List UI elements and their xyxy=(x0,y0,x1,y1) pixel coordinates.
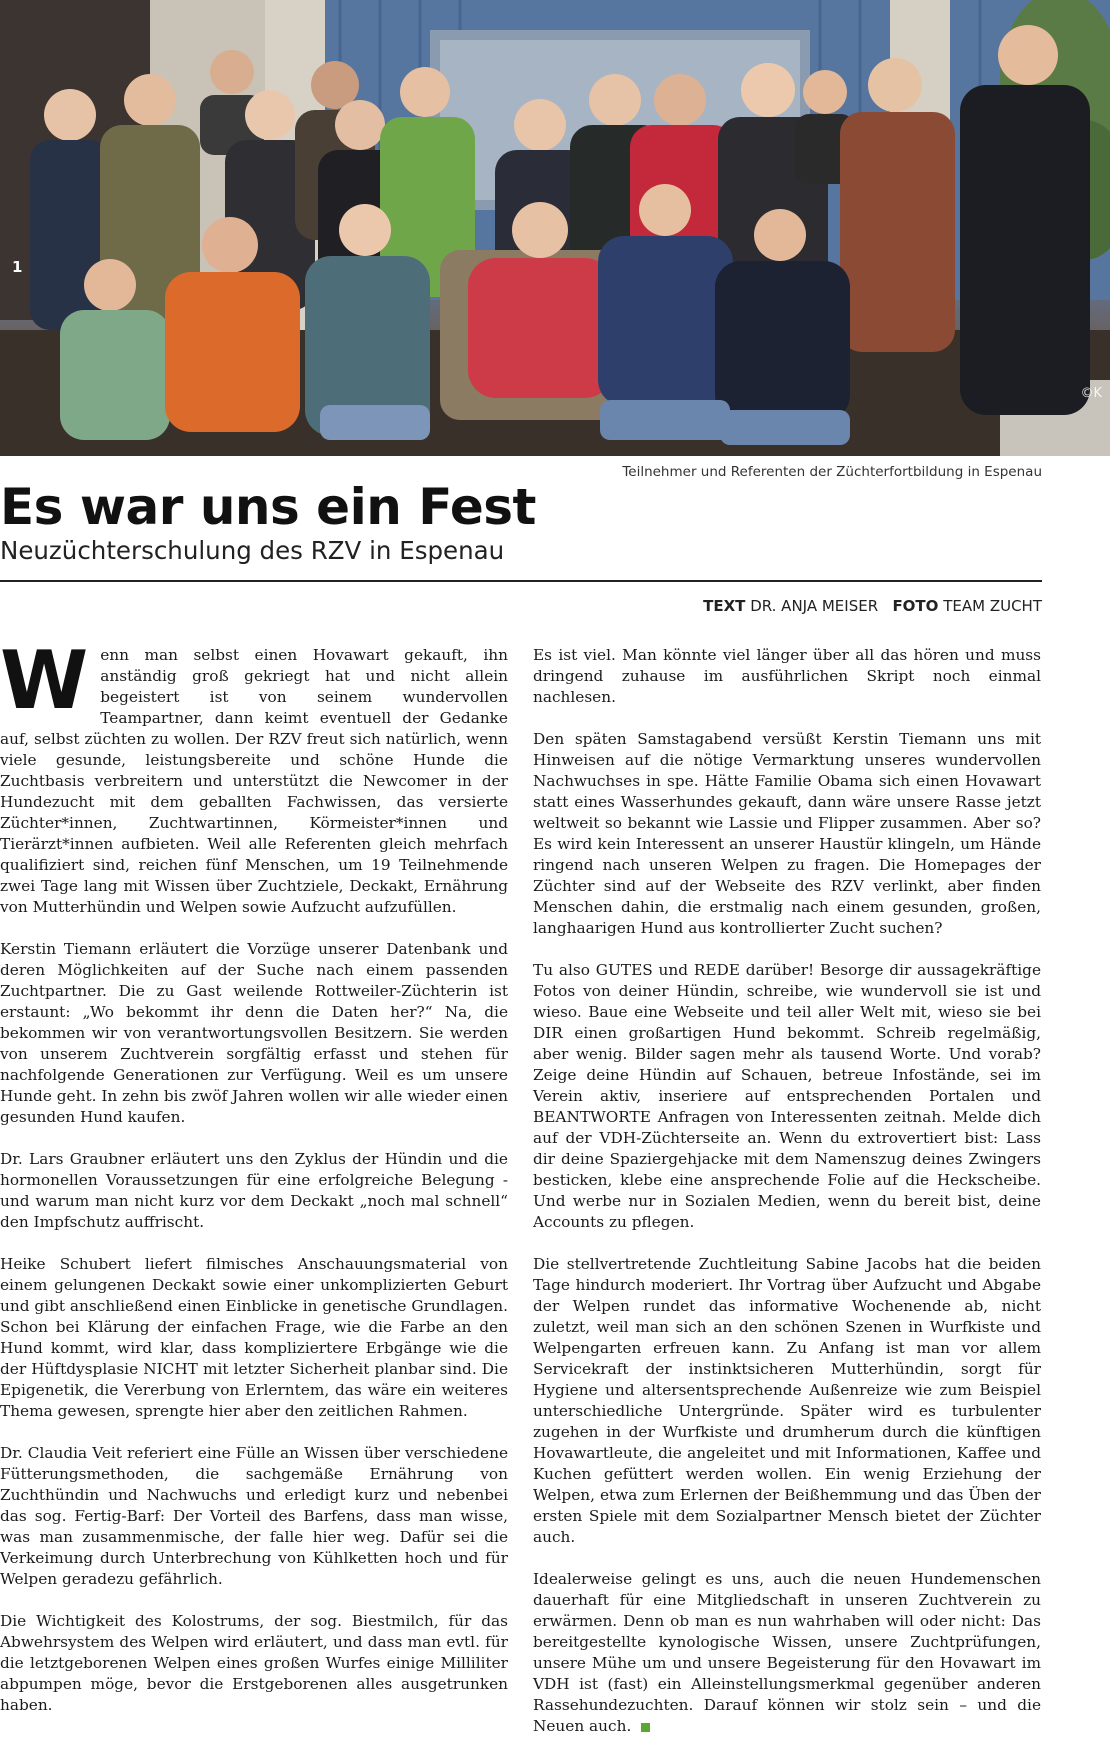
paragraph: Es ist viel. Man könnte viel länger über all das hören und muss dringend zuhause im ausführlichen Skript noch einmal nachlesen. xyxy=(533,646,1041,706)
byline-photo-label: FOTO xyxy=(892,597,939,615)
paragraph: Heike Schubert liefert filmisches Anschauungsmaterial von einem gelungenen Deckakt sowie einer unkomplizierten Geburt und gibt anschließend einen Einblicke in genetische Grundlagen. Schon bei Klärung der einfachen Frage, wie die Farbe an den Hund kommt, wird klar, dass kompliziertere Erbgänge wie die der Hüftdysplasie NICHT mit letzter Sicherheit planbar sind. Die Epigenetik, die Vererbung von Erlerntem, das wäre ein weiteres Thema gewesen, sprengte hier aber den zeitlichen Rahmen. xyxy=(0,1255,508,1420)
article-title: Es war uns ein Fest xyxy=(0,478,536,536)
photo-credit: ©K xyxy=(1080,386,1102,401)
header-divider xyxy=(0,580,1042,582)
end-mark-icon xyxy=(641,1723,650,1732)
paragraph: Wenn man selbst einen Hovawart gekauft, ihn anständig groß gekriegt hat und nicht allein begeistert ist von seinem wundervollen Teampartner, dann keimt eventuell der Gedanke auf, selbst züchten zu wollen. Der RZV freut sich natürlich, wenn viele gesunde, leistungsbereite und schöne Hunde die Zuchtbasis verbreitern und unterstützt die Newcomer in der Hundezucht mit dem geballten Fachwissen, das versierte Züchter*innen, Zuchtwartinnen, Körmeister*innen und Tierärzt*innen aufbieten. Weil alle Referenten gleich mehrfach qualifiziert sind, reichen fünf Menschen, um 19 Teilnehmende zwei Tage lang mit Wissen über Zuchtziele, Deckakt, Ernährung von Mutterhündin und Welpen sowie Aufzucht aufzufüllen. xyxy=(0,634,508,916)
group-photo-illustration xyxy=(0,0,1110,456)
paragraph: Die stellvertretende Zuchtleitung Sabine Jacobs hat die beiden Tage hindurch moderiert. Ihr Vortrag über Aufzucht und Abgabe der Welpen rundet das informative Wochenende ab, nicht zuletzt, weil man sich an den schönen Szenen in Wurfkiste und Welpengarten erfreuen kann. Zu Anfang ist man vor allem Servicekraft der instinktsicheren Mutterhündin, sorgt für Hygiene und altersentsprechende Außenreize wie zum Beispiel unterschiedliche Untergründe. Später wird es turbulenter zugehen in der Wurfkiste und drumherum durch die künftigen Hovawartleute, die angeleitet und mit Informationen, Kaffee und Kuchen gefüttert werden wollen. Ein wenig Erziehung der Welpen, etwa zum Erlernen der Beißhemmung und das Üben der ersten Spiele mit dem Sozialpartner Mensch bietet der Züchter auch. xyxy=(533,1255,1041,1546)
dropcap: W xyxy=(0,634,89,727)
paragraph: Dr. Lars Graubner erläutert uns den Zyklus der Hündin und die hormonellen Voraussetzungen für eine erfolgreiche Belegung - und warum man nicht kurz vor dem Deckakt „noch mal schnell“ den Impfschutz auffrischt. xyxy=(0,1150,508,1231)
article-column-right xyxy=(533,645,1041,1758)
paragraph: Den späten Samstagabend versüßt Kerstin Tiemann uns mit Hinweisen auf die nötige Vermarktung unseres wundervollen Nachwuchses in spe. Hätte Familie Obama sich einen Hovawart statt eines Wasserhundes gekauft, dann wäre unsere Rasse jetzt weltweit so bekannt wie Lassie und Flipper zusammen. Aber so? Es wird kein Interessent an unserer Haustür klingeln, um Hände ringend nach unseren Welpen zu fragen. Die Homepages der Züchter sind auf der Webseite des RZV verlinkt, aber finden Menschen dahin, die erstmalig nach einem gesunden, großen, langhaarigen Hund aus kontrollierter Zucht suchen? xyxy=(533,730,1041,937)
paragraph: Idealerweise gelingt es uns, auch die neuen Hundemenschen dauerhaft für eine Mitgliedschaft in unseren Zuchtverein zu erwärmen. Denn ob man es nun wahrhaben will oder nicht: Das bereitgestellte kynologische Wissen, unsere Zuchtprüfungen, unsere Mühe um und unsere Begeisterung für den Hovawart im VDH ist (fast) ein Alleinstellungsmerkmal gegenüber anderen Rassehundezuchten. Darauf können wir stolz sein – und die Neuen auch. xyxy=(533,1570,1041,1735)
photo-number: 1 xyxy=(12,258,23,276)
article-column-left xyxy=(0,634,508,1737)
group-photo xyxy=(0,0,1110,456)
byline xyxy=(703,597,1042,615)
byline-text-label: TEXT xyxy=(703,597,746,615)
byline-text-author: DR. ANJA MEISER xyxy=(750,597,879,615)
article-subtitle: Neuzüchterschulung des RZV in Espenau xyxy=(0,536,505,565)
paragraph: Tu also GUTES und REDE darüber! Besorge dir aussagekräftige Fotos von deiner Hündin, schreibe, wie wundervoll sie ist und wieso. Baue eine Webseite und teil aller Welt mit, wieso sie bei DIR einen großartigen Hund bekommt. Schreib regelmäßig, aber wenig. Bilder sagen mehr als tausend Worte. Und vorab? Zeige deine Hündin auf Schauen, betreue Infostände, sei im Verein aktiv, inseriere auf entsprechenden Portalen und BEANTWORTE Anfragen von Interessenten zeitnah. Melde dich auf der VDH-Züchterseite an. Wenn du extrovertiert bist: Lass dir deine Spaziergehjacke mit dem Namenszug deines Zwingers besticken, klebe eine ansprechende Folie auf die Heckscheibe. Und werbe nur in Sozialen Medien, wenn du bereit bist, deine Accounts zu pflegen. xyxy=(533,961,1041,1231)
paragraph: Kerstin Tiemann erläutert die Vorzüge unserer Datenbank und deren Möglichkeiten auf der Suche nach einem passenden Zuchtpartner. Die zu Gast weilende Rottweiler-Züchterin ist erstaunt: „Wo bekommt ihr denn die Daten her?“ Na, die bekommen wir von verantwortungsvollen Besitzern. Sie werden von unserem Zuchtverein sorgfältig erfasst und stehen für nachfolgende Generationen zur Verfügung. Weil es um unsere Hunde geht. In zehn bis zwöf Jahren wollen wir alle wieder einen gesunden Hund kaufen. xyxy=(0,940,508,1126)
byline-photo-author: TEAM ZUCHT xyxy=(943,597,1042,615)
paragraph: Dr. Claudia Veit referiert eine Fülle an Wissen über verschiedene Fütterungsmethoden, die sachgemäße Ernährung von Zuchthündin und Nachwuchs und erledigt kurz und nebenbei das sog. Fertig-Barf: Der Vorteil des Barfens, dass man wisse, was man zusammenmische, der falle hier weg. Dafür sei die Verkeimung durch Unterbrechung von Kühlketten hoch und für Welpen geradezu gefährlich. xyxy=(0,1444,508,1588)
photo-caption: Teilnehmer und Referenten der Züchterfortbildung in Espenau xyxy=(622,464,1042,480)
paragraph: Die Wichtigkeit des Kolostrums, der sog. Biestmilch, für das Abwehrsystem des Welpen wird erläutert, und dass man evtl. für die letztgeborenen Welpen eines großen Wurfes einige Milliliter abpumpen möge, bevor die Erstgeborenen alles ausgetrunken haben. xyxy=(0,1612,508,1714)
